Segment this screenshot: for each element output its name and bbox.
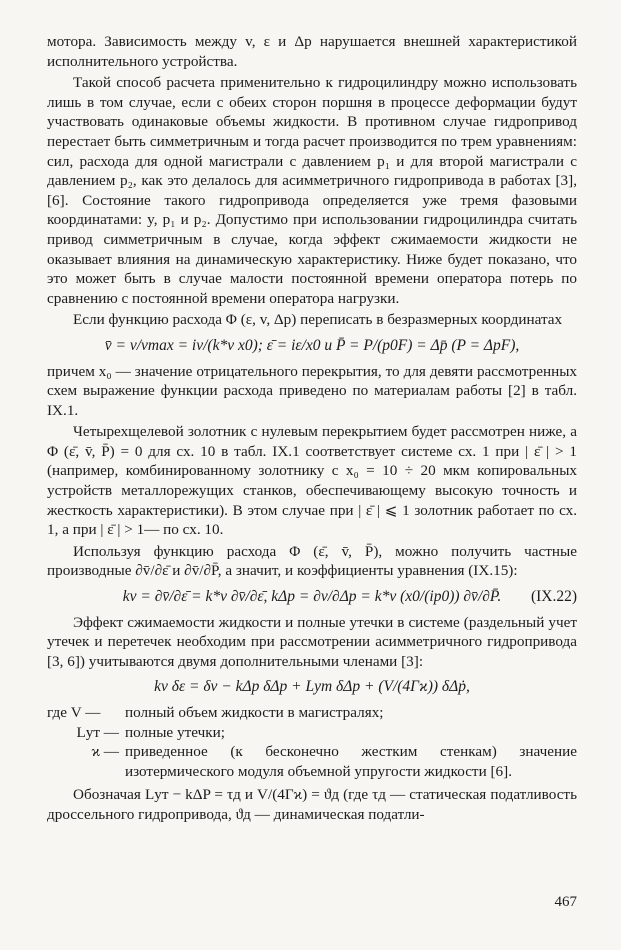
paragraph-1: мотора. Зависимость между v, ε и Δp нарушается внешней характеристикой исполнительного устройства.: [47, 33, 577, 70]
paragraph-2: Такой способ расчета применительно к гидроцилиндру можно использовать лишь в том случае, если с обеих сторон поршня в процессе деформации будут участвовать одинаковые объемы жидкости. В противном случае гидропривод перестает быть симметричным и тогда расчет производится по трем уравнениям: сил, расхода для одной магистрали с давлением p₁ и для второй магистрали с давлением p₂, как это делалось для асимметричного гидропривода в работах [3], [6]. Состояние такого гидропривода определяется уже тремя фазовыми координатами: y, p₁ и p₂. Допустимо при использовании гидроцилиндра считать привод симметричным в случае, когда эффект сжимаемости жидкости не оказывает влияния на динамическую характеристику. Ниже будет показано, что это может быть в случае малости постоянной времени оператора потерь по сравнению с постоянной времени оператора нагрузки.: [47, 74, 577, 307]
where-symbol: ϰ —: [91, 743, 119, 761]
where-description: приведенное (к бесконечно жестким стенкам) значение изотермического модуля объемной упругости жидкости [6].: [125, 743, 577, 780]
where-symbol: Lут —: [76, 723, 119, 741]
paragraph-3: Если функцию расхода Φ (ε, v, Δp) переписать в безразмерных координатах: [73, 311, 563, 329]
paragraph-8: Обозначая Lут − kΔP = τд и V/(4Γϰ) = ϑд (где τд — статическая податливость дроссельного гидропривода, ϑд — динамическая податли-: [47, 786, 577, 823]
equation-number: (IX.22): [530, 588, 577, 606]
where-list: [47, 703, 577, 781]
paragraph-7: Эффект сжимаемости жидкости и полные утечки в системе (раздельный учет утечек и перетечек необходим при рассмотрении асимметричного гидропривода [3, 6]) учитываются двумя дополнительными членами [3]:: [47, 613, 577, 670]
formula-dimensionless: v̄ = v/vmax = iv/(k*v x0); ε̄ = iε/x0 и P̄ = P/(p0F) = Δp̄ (P = ΔpF),: [104, 336, 520, 354]
paragraph-4: причем x₀ — значение отрицательного перекрытия, то для девяти рассмотренных схем выражение функции расхода приведено по материалам работы [2] в табл. IX.1.: [47, 362, 577, 419]
formula-coefficients: [47, 587, 577, 607]
page-number: 467: [554, 894, 577, 910]
where-symbol: где V —: [47, 704, 101, 721]
formula-coefficients-body: kv = ∂v̄/∂ε̄ = k*v ∂v̄/∂ε̄, kΔp = ∂v/∂Δp = k*v (x0/(ip0)) ∂v̄/∂P̄.: [122, 588, 502, 606]
where-item: [47, 723, 577, 743]
where-description: полные утечки;: [125, 723, 225, 741]
where-item: [47, 703, 577, 723]
formula-compressibility: kv δε = δv − kΔp δΔp + Lут δΔp + (V/(4Γϰ)) δΔṗ,: [154, 678, 470, 696]
paragraph-6: Используя функцию расхода Φ (ε̄, v̄, P̄), можно получить частные производные ∂v̄/∂ε̄ и ∂v̄/∂P̄, а значит, и коэффициенты уравнения (IX.15):: [47, 542, 577, 580]
where-item: [47, 742, 577, 781]
where-description: полный объем жидкости в магистралях;: [125, 704, 384, 721]
paragraph-5: Четырехщелевой золотник с нулевым перекрытием будет рассмотрен ниже, а Φ (ε̄, v̄, P̄) = 0 для сх. 10 в табл. IX.1 соответствует системе сх. 1 при | ε̄ | > 1 (например, комбинированному золотнику с x₀ = 10 ÷ 20 мкм копировальных устройств металлорежущих станков, обеспечивающему высокую точность и жесткость характеристики). В этом случае при | ε̄ | ⩽ 1 золотник работает по сх. 1, а при | ε̄ | > 1— по сх. 10.: [47, 423, 577, 539]
